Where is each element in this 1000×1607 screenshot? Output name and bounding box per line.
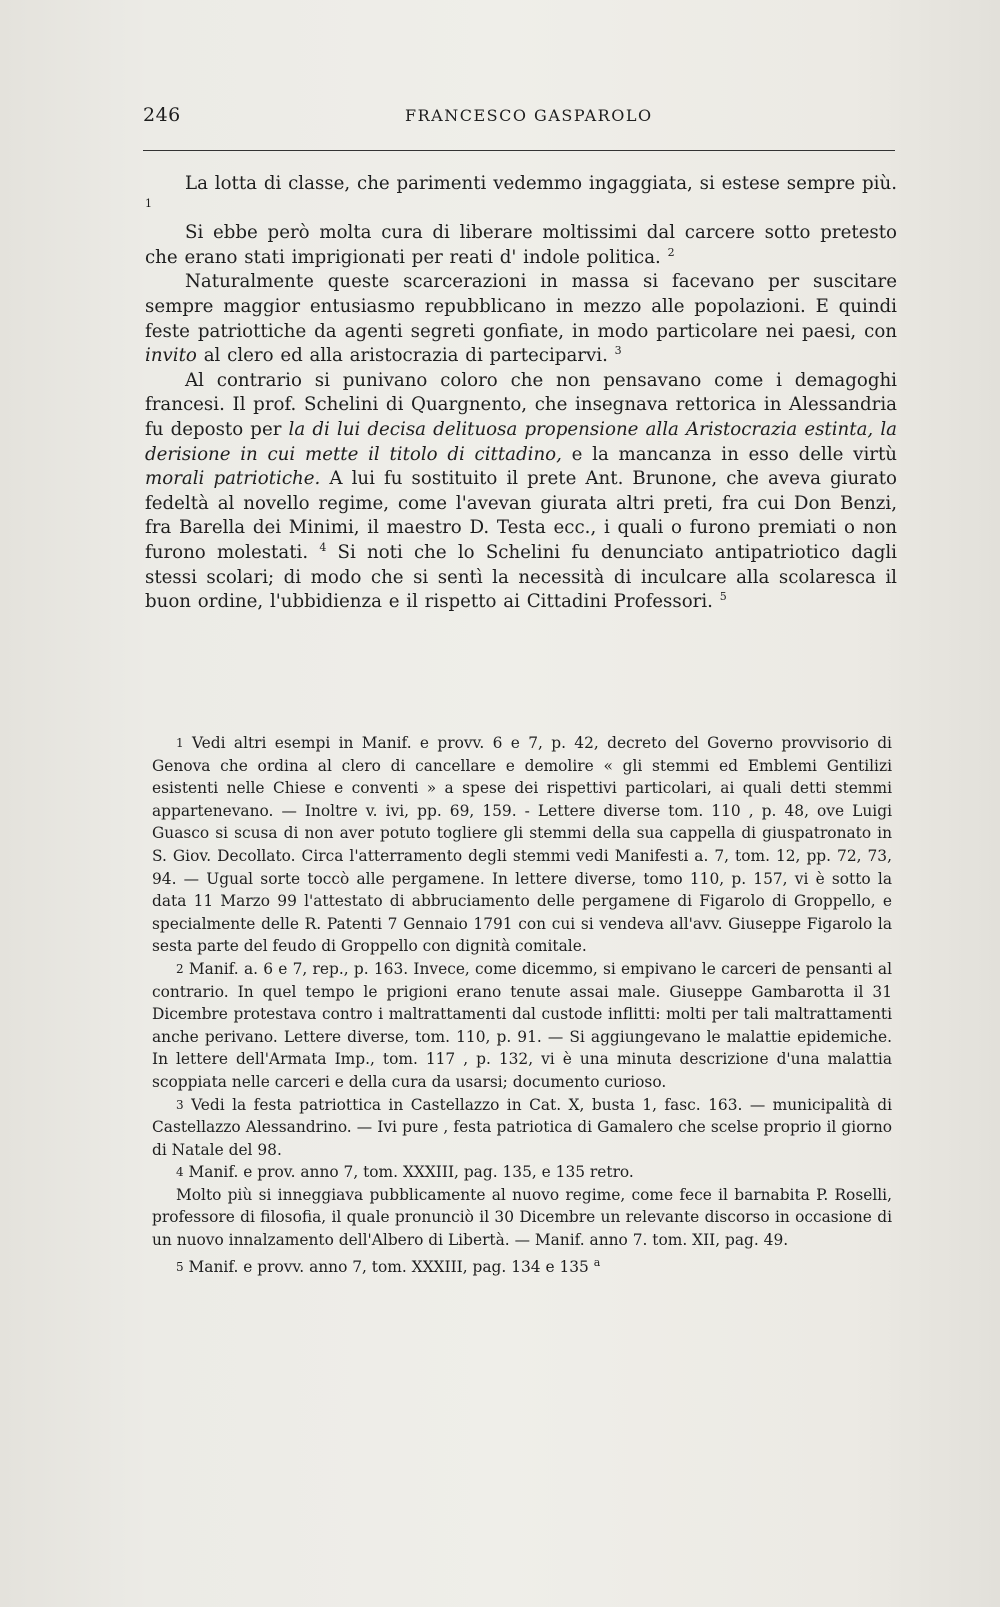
footnote-ref: 2 bbox=[667, 245, 675, 259]
main-text bbox=[145, 172, 897, 615]
paragraph: Al contrario si punivano coloro che non pensavano come i demagoghi francesi. Il prof. Schelini di Quargnento, che insegnava rettorica in Alessandria fu deposto per la di lui decisa delituosa propensione alla Aristocrazia estinta, la derisione in cui mette il titolo di cittadino, e la mancanza in esso delle virtù morali patriotiche. A lui fu sostituito il prete Ant. Brunone, che aveva giurato fedeltà al novello regime, come l'avevan giurata altri preti, fra cui Don Benzi, fra Barella dei Minimi, il maestro D. Testa ecc., i quali o furono premiati o non furono molestati. $^4$ Si noti che lo Schelini fu denunciato antipatriotico dagli stessi scolari; di modo che si sentì la necessità di inculcare alla scolaresca il buon ordine, l'ubbidienza e il rispetto ai Cittadini Professori. $^5$ bbox=[145, 369, 897, 613]
footnote: 2 Manif. a. 6 e 7, rep., p. 163. Invece, come dicemmo, si empivano le carceri de pensanti al contrario. In quel tempo le prigioni erano tenute assai male. Giuseppe Gambarotta il 31 Dicembre protestava contro i maltrattamenti dal custode inflitti: molti per tali maltrattamenti anche perivano. Lettere diverse, tom. 110, p. 91. — Si aggiungevano le malattie epidemiche. In lettere dell'Armata Imp., tom. 117 , p. 132, vi è una minuta descrizione d'una malattia scoppiata nelle carceri e della cura da usarsi; documento curioso. bbox=[152, 959, 892, 1091]
italic-quote: morali patriotiche. bbox=[145, 468, 321, 490]
page-header bbox=[143, 104, 895, 134]
footnote-mark: 2 bbox=[176, 961, 184, 976]
footnote-ref: 1 bbox=[145, 196, 152, 210]
footnote-mark: 3 bbox=[176, 1097, 184, 1112]
footnote: 1 Vedi altri esempi in Manif. e provv. 6 e 7, p. 42, decreto del Governo provvisorio di Genova che ordina al clero di cancellare e demolire « gli stemmi ed Emblemi Gentilizi esistenti nelle Chiese e conventi » a spese dei rispettivi particolari, ai quali detti stemmi appartenevano. — Inoltre v. ivi, pp. 69, 159. - Lettere diverse tom. 110 , p. 48, ove Luigi Guasco si scusa di non aver potuto togliere gli stemmi della sua cappella di giuspatronato in S. Giov. Decollato. Circa l'atterramento degli stemmi vedi Manifesti a. 7, tom. 12, pp. 72, 73, 94. — Ugual sorte toccò alle pergamene. In lettere diverse, tomo 110, p. 157, vi è sotto la data 11 Marzo 99 l'attestato di abbruciamento delle pergamene di Figarolo di Groppello, e specialmente delle R. Patenti 7 Gennaio 1791 con cui si vendeva all'avv. Giuseppe Figarolo la sesta parte del feudo di Groppello con dignità comitale. bbox=[152, 734, 892, 956]
running-title: FRANCESCO GASPAROLO bbox=[405, 106, 653, 125]
footnote-mark: 4 bbox=[176, 1165, 184, 1180]
footnote: 3 Vedi la festa patriottica in Castellazzo in Cat. X, busta 1, fasc. 163. — municipalità di Castellazzo Alessandrino. — Ivi pure , festa patriotica di Gamalero che scelse proprio il giorno di Natale del 98. bbox=[152, 1095, 892, 1159]
footnote: 5 Manif. e provv. anno 7, tom. XXXIII, pag. 134 e 135 $^a$ bbox=[176, 1255, 601, 1276]
footnotes bbox=[152, 732, 892, 1278]
footnote-continuation: Molto più si inneggiava pubblicamente al nuovo regime, come fece il barnabita P. Roselli, professore di filosofia, il quale pronunciò il 30 Dicembre un relevante discorso in occasione di un nuovo innalzamento dell'Albero di Libertà. — Manif. anno 7. tom. XII, pag. 49. bbox=[152, 1185, 892, 1250]
footnote-ref: 3 bbox=[614, 344, 622, 358]
header-rule bbox=[143, 150, 895, 151]
superscript-letter: a bbox=[593, 1255, 601, 1269]
footnote: 4 Manif. e prov. anno 7, tom. XXXIII, pag. 135, e 135 retro. bbox=[176, 1163, 634, 1182]
footnote-ref: 4 bbox=[319, 540, 327, 554]
footnote-mark: 5 bbox=[176, 1259, 184, 1274]
footnote-ref: 5 bbox=[719, 590, 727, 604]
paragraph: Naturalmente queste scarcerazioni in massa si facevano per suscitare sempre maggior entusiasmo repubblicano in mezzo alle popolazioni. E quindi feste patriottiche da agenti segreti gonfiate, in modo particolare nei paesi, con invito al clero ed alla aristocrazia di parteciparvi. $^3$ bbox=[145, 271, 897, 367]
paragraph: Si ebbe però molta cura di liberare moltissimi dal carcere sotto pretesto che erano stati imprigionati per reati d' indole politica. $^2$ bbox=[145, 222, 897, 268]
italic-text: invito bbox=[145, 345, 197, 367]
page-number: 246 bbox=[143, 104, 181, 126]
italic-quote: la di lui decisa delituosa propensione alla Aristocrazia estinta, la derisione in cui mette il titolo di cittadino, bbox=[145, 418, 897, 465]
paragraph: La lotta di classe, che parimenti vedemmo ingaggiata, si estese sempre più. $^1$ bbox=[145, 173, 897, 210]
footnote-mark: 1 bbox=[176, 736, 184, 750]
